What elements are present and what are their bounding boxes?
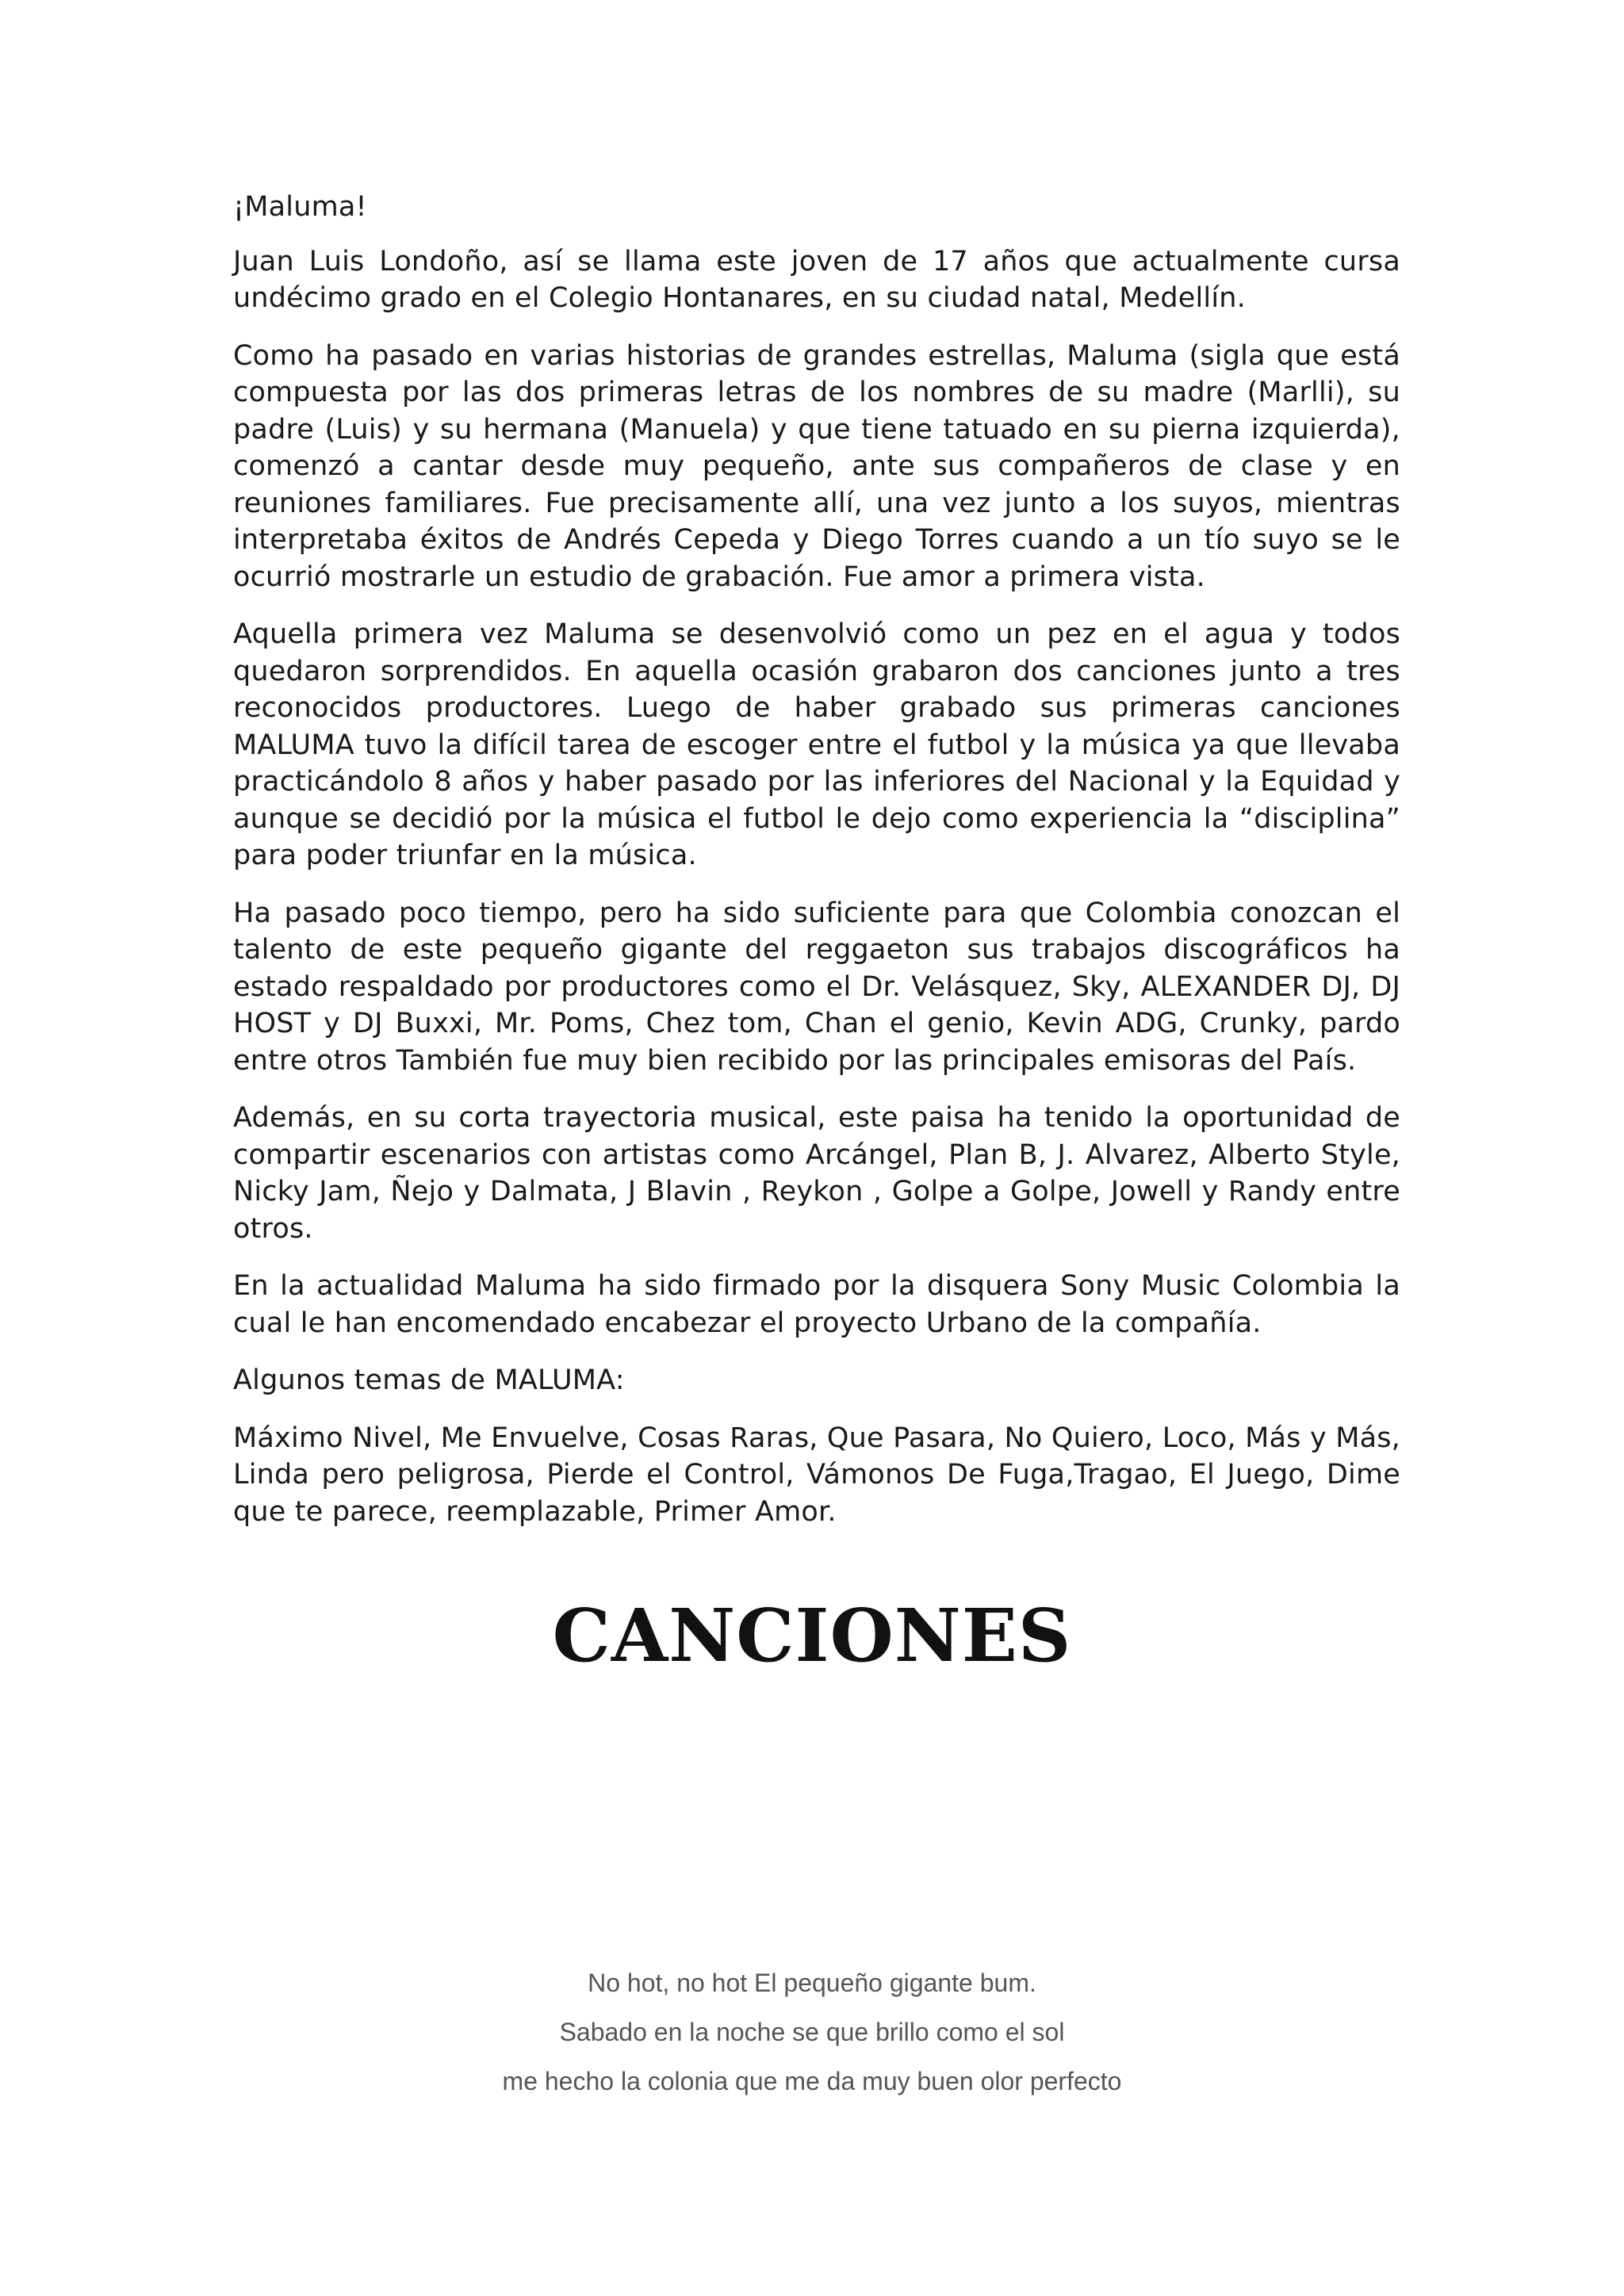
songs-heading: CANCIONES <box>552 1593 1072 1678</box>
lyrics-line: Sabado en la noche se que brillo como el sol <box>559 2018 1065 2046</box>
songs-intro: Algunos temas de MALUMA: <box>233 1364 625 1396</box>
article-paragraph: Como ha pasado en varias historias de grandes estrellas, Maluma (sigla que está compuesta por las dos primeras letras de los nombres de su madre (Marlli), su padre (Luis) y su hermana (Manuela) y que tiene tatuado en su pierna izquierda), comenzó a cantar desde muy pequeño, ante sus compañeros de clase y en reuniones familiares. Fue precisamente allí, una vez junto a los suyos, mientras interpretaba éxitos de Andrés Cepeda y Diego Torres cuando a un tío suyo se le ocurrió mostrarle un estudio de grabación. Fue amor a primera vista. <box>233 339 1400 593</box>
article-paragraph: Juan Luis Londoño, así se llama este joven de 17 años que actualmente cursa undécimo grado en el Colegio Hontanares, en su ciudad natal, Medellín. <box>233 245 1400 314</box>
article-paragraph: Aquella primera vez Maluma se desenvolvió como un pez en el agua y todos quedaron sorprendidos. En aquella ocasión grabaron dos canciones junto a tres reconocidos productores. Luego de haber grabado sus primeras canciones MALUMA tuvo la difícil tarea de escoger entre el futbol y la música ya que llevaba practicándolo 8 años y haber pasado por las inferiores del Nacional y la Equidad y aunque se decidió por la música el futbol le dejo como experiencia la “disciplina” para poder triunfar en la música. <box>233 618 1400 871</box>
songs-list: Máximo Nivel, Me Envuelve, Cosas Raras, Que Pasara, No Quiero, Loco, Más y Más, Linda pero peligrosa, Pierde el Control, Vámonos De Fuga,Tragao, El Juego, Dime que te parece, reemplazable, Primer Amor. <box>233 1422 1400 1528</box>
article-body <box>233 189 1400 1551</box>
article-paragraph: En la actualidad Maluma ha sido firmado por la disquera Sony Music Colombia la cual le han encomendado encabezar el proyecto Urbano de la compañía. <box>233 1270 1400 1339</box>
article-title: ¡Maluma! <box>233 191 367 223</box>
lyrics-block <box>0 1958 1624 2106</box>
article-paragraph: Ha pasado poco tiempo, pero ha sido suficiente para que Colombia conozcan el talento de este pequeño gigante del reggaeton sus trabajos discográficos ha estado respaldado por productores como el Dr. Velásquez, Sky, ALEXANDER DJ, DJ HOST y DJ Buxxi, Mr. Poms, Chez tom, Chan el genio, Kevin ADG, Crunky, pardo entre otros También fue muy bien recibido por las principales emisoras del País. <box>233 897 1400 1077</box>
lyrics-line: me hecho la colonia que me da muy buen olor perfecto <box>502 2067 1122 2095</box>
article-paragraph: Además, en su corta trayectoria musical, este paisa ha tenido la oportunidad de compartir escenarios con artistas como Arcángel, Plan B, J. Alvarez, Alberto Style, Nicky Jam, Ñejo y Dalmata, J Blavin , Reykon , Golpe a Golpe, Jowell y Randy entre otros. <box>233 1102 1400 1245</box>
lyrics-line: No hot, no hot El pequeño gigante bum. <box>588 1969 1036 1997</box>
